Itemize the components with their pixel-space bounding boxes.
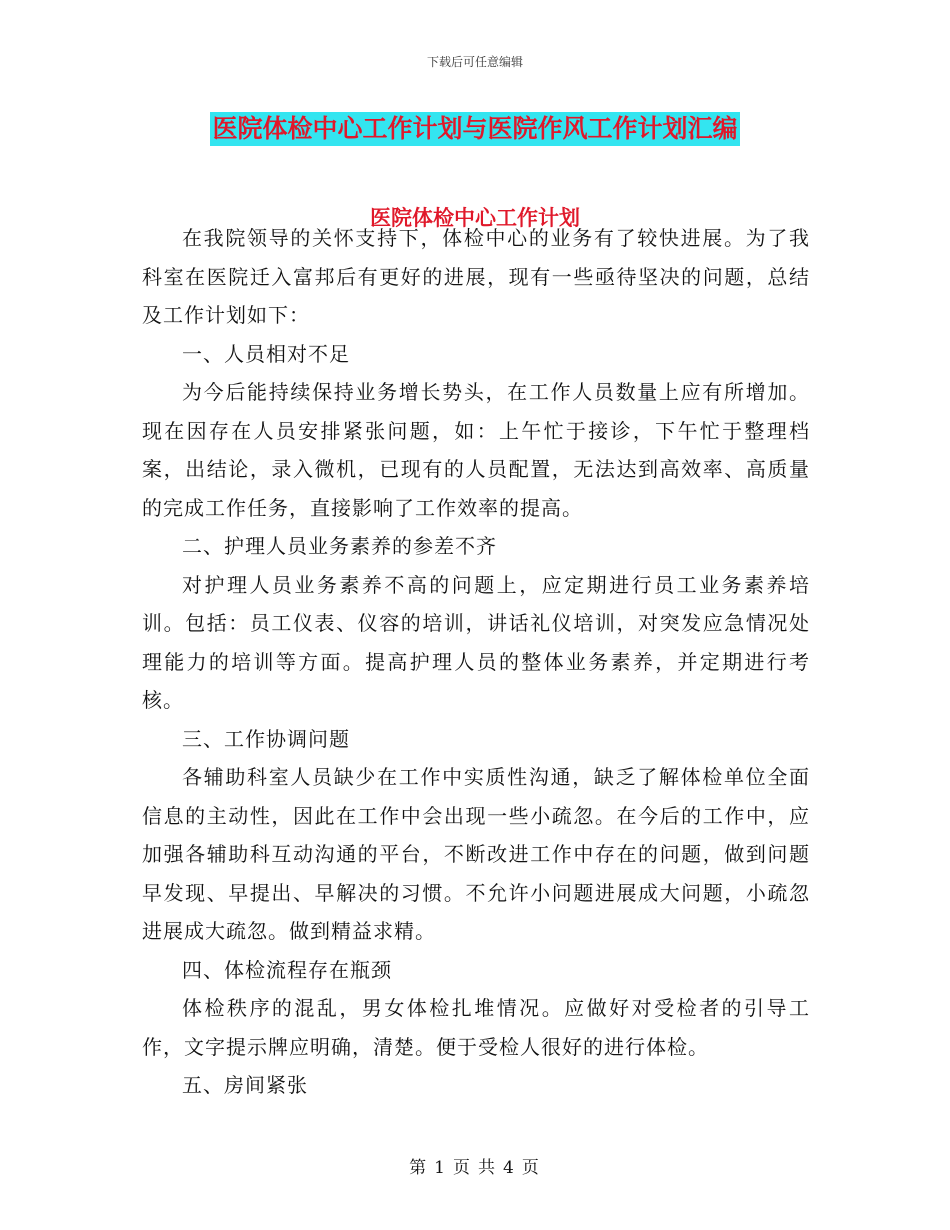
document-title: 医院体检中心工作计划与医院作风工作计划汇编 <box>210 112 739 146</box>
document-body <box>142 219 810 1105</box>
footer-page-label: 页 <box>453 1158 472 1178</box>
paragraph-nursing-quality: 对护理人员业务素养不高的问题上，应定期进行员工业务素养培训。包括：员工仪表、仪容的培训，讲话礼仪培训，对突发应急情况处理能力的培训等方面。提高护理人员的整体业务素养，并定期进行考核。 <box>142 572 810 712</box>
heading-rooms: 五、房间紧张 <box>182 1073 308 1097</box>
heading-workflow: 四、体检流程存在瓶颈 <box>182 957 392 982</box>
heading-staffing: 一、人员相对不足 <box>182 341 350 366</box>
footer-prefix: 第 <box>409 1158 429 1178</box>
paragraph-intro: 在我院领导的关怀支持下，体检中心的业务有了较快进展。为了我科室在医院迁入富邦后有更好的进展，现有一些亟待坚决的问题，总结及工作计划如下： <box>142 226 810 327</box>
paragraph-workflow: 体检秩序的混乱，男女体检扎堆情况。应做好对受检者的引导工作，文字提示牌应明确，清楚。便于受检人很好的进行体检。 <box>142 996 810 1059</box>
header-note: 下载后可任意编辑 <box>426 55 523 69</box>
footer-total-suffix: 页 <box>521 1158 541 1178</box>
footer-total-pages: 4 <box>503 1158 516 1178</box>
heading-coordination: 三、工作协调问题 <box>182 726 350 751</box>
page-footer <box>0 1153 950 1178</box>
footer-total-prefix: 共 <box>478 1158 497 1178</box>
footer-current-page: 1 <box>434 1158 447 1178</box>
section-title: 医院体检中心工作计划 <box>370 206 580 230</box>
paragraph-staffing: 为今后能持续保持业务增长势头，在工作人员数量上应有所增加。现在因存在人员安排紧张问题，如：上午忙于接诊，下午忙于整理档案，出结论，录入微机，已现有的人员配置，无法达到高效率、高质量的完成工作任务，直接影响了工作效率的提高。 <box>142 380 810 520</box>
paragraph-coordination: 各辅助科室人员缺少在工作中实质性沟通，缺乏了解体检单位全面信息的主动性，因此在工作中会出现一些小疏忽。在今后的工作中，应加强各辅助科互动沟通的平台，不断改进工作中存在的问题，做到问题早发现、早提出、早解决的习惯。不允许小问题进展成大问题，小疏忽进展成大疏忽。做到精益求精。 <box>142 765 810 943</box>
heading-nursing-quality: 二、护理人员业务素养的参差不齐 <box>182 534 497 558</box>
document-title-container <box>0 112 950 146</box>
